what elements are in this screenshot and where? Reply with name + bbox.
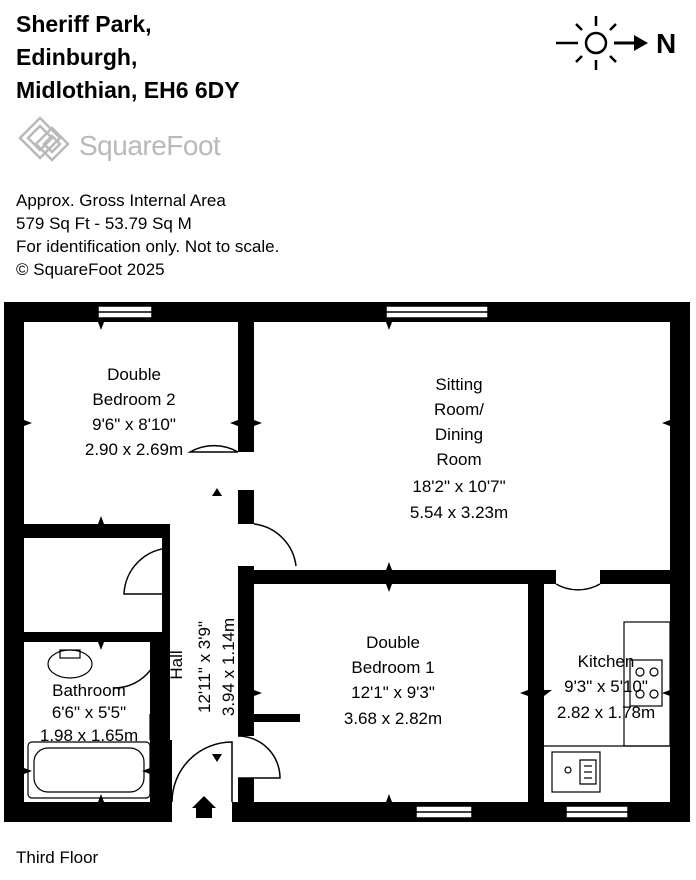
entrance-arrow-icon: [192, 796, 216, 818]
disclaimer: For identification only. Not to scale.: [16, 237, 280, 256]
copyright: © SquareFoot 2025: [16, 260, 165, 279]
area-value: 579 Sq Ft - 53.79 Sq M: [16, 214, 192, 233]
sitting-name-3: Dining: [434, 425, 484, 444]
sitting-name-1: Sitting: [435, 375, 483, 394]
brand-name: SquareFoot: [79, 130, 221, 161]
hall-imperial: 12'11" x 3'9": [195, 621, 214, 713]
floor-plan: [0, 296, 696, 836]
address-line-1: Sheriff Park,: [16, 11, 152, 37]
north-label: N: [656, 28, 677, 59]
kitchen-imperial: 9'3" x 5'10": [564, 677, 648, 696]
bathroom-imperial: 6'6" x 5'5": [51, 703, 127, 722]
bed1-metric: 3.68 x 2.82m: [343, 709, 443, 728]
address-line-2: Edinburgh,: [16, 44, 138, 70]
kitchen-name: Kitchen: [577, 652, 635, 671]
sitting-name-4: Room: [436, 450, 482, 469]
bathroom-name: Bathroom: [52, 681, 126, 700]
sitting-metric: 5.54 x 3.23m: [409, 503, 509, 522]
bed2-name-2: Bedroom 2: [92, 390, 176, 409]
sitting-imperial: 18'2" x 10'7": [412, 477, 506, 496]
bed1-name-1: Double: [366, 633, 420, 652]
hall-metric: 3.94 x 1.14m: [219, 617, 238, 717]
area-heading: Approx. Gross Internal Area: [16, 191, 226, 210]
sitting-name-2: Room/: [433, 400, 485, 419]
bed1-imperial: 12'1" x 9'3": [351, 683, 435, 702]
area-info: [16, 189, 279, 281]
bed2-imperial: 9'6" x 8'10": [92, 415, 176, 434]
kitchen-metric: 2.82 x 1.78m: [556, 703, 656, 722]
bed1-name-2: Bedroom 1: [351, 658, 435, 677]
bed2-metric: 2.90 x 2.69m: [84, 440, 184, 459]
property-address: [16, 8, 240, 107]
hall-name: Hall: [167, 650, 186, 680]
bathroom-metric: 1.98 x 1.65m: [39, 726, 139, 745]
address-line-3: Midlothian, EH6 6DY: [16, 77, 240, 103]
room-labels: [40, 365, 655, 745]
bed2-name-1: Double: [107, 365, 161, 384]
floor-label: Third Floor: [16, 848, 99, 867]
compass-icon: [548, 10, 688, 76]
